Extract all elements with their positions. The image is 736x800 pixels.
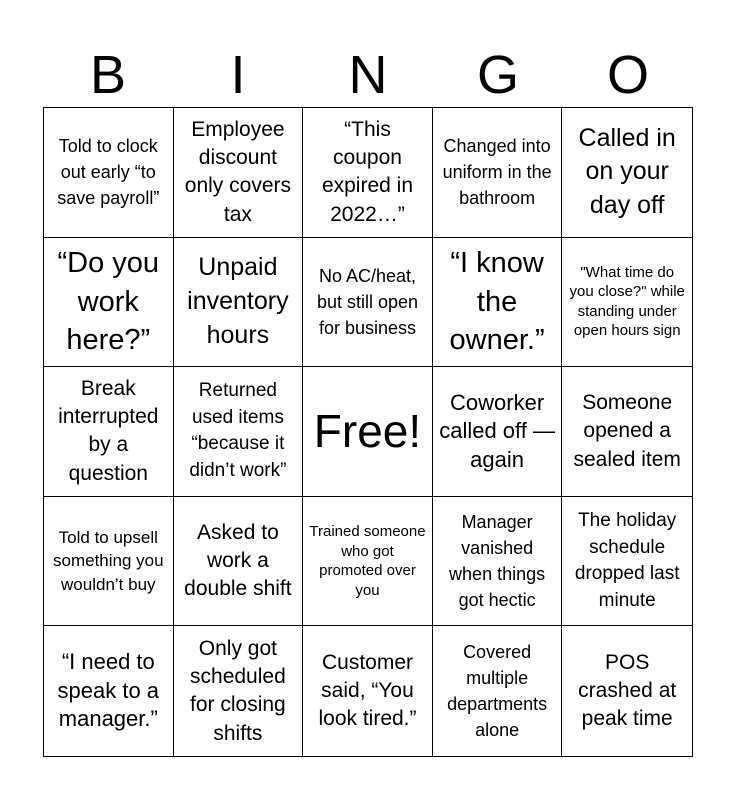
bingo-cell-r3-c4[interactable]: Coworker called off — again — [433, 367, 563, 497]
bingo-cell-r5-c5[interactable]: POS crashed at peak time — [578, 650, 677, 731]
bingo-cell-r1-c2[interactable]: Employee discount only covers tax — [174, 108, 304, 238]
bingo-cell-r3-c1[interactable]: Break interrupted by a question — [44, 367, 174, 497]
bingo-cell-r5-c1[interactable]: “I need to speak to a manager.” — [44, 626, 174, 756]
bingo-cell-r4-c4[interactable]: Manager vanished when things got hectic — [433, 497, 563, 627]
bingo-cell-r1-c1[interactable]: Told to clock out early “to save payroll” — [44, 108, 174, 238]
header-letter-g: G — [476, 45, 519, 105]
bingo-cell-r2-c4[interactable]: “I know the owner.” — [433, 238, 563, 368]
header-letter-b: B — [89, 45, 127, 105]
bingo-cell-r2-c1[interactable]: “Do you work here?” — [44, 238, 174, 368]
bingo-cell-r5-c4[interactable]: Covered multiple departments alone — [433, 626, 563, 756]
bingo-cell-r3-c2[interactable]: Returned used items “because it didn’t work” — [174, 367, 304, 497]
bingo-cell-r5-c2[interactable]: Only got scheduled for closing shifts — [174, 626, 304, 756]
bingo-cell-r4-c2[interactable]: Asked to work a double shift — [174, 497, 304, 627]
bingo-cell-r2-c3[interactable]: No AC/heat, but still open for business — [303, 238, 433, 368]
bingo-cell-r5-c3[interactable]: Customer said, “You look tired.” — [303, 626, 433, 756]
bingo-cell-free-space[interactable]: Free! — [303, 367, 433, 497]
bingo-cell-r4-c3[interactable]: Trained someone who got promoted over you — [303, 497, 433, 627]
bingo-cell-r4-c5[interactable]: The holiday schedule dropped last minute — [562, 497, 692, 627]
bingo-cell-r4-c1[interactable]: Told to upsell something you wouldn’t buy — [44, 497, 174, 627]
bingo-cell-r2-c5[interactable]: "What time do you close?" while standing under open hours sign — [562, 238, 692, 368]
bingo-cell-r1-c5[interactable]: Called in on your day off — [562, 108, 692, 238]
bingo-cell-r2-c2[interactable]: Unpaid inventory hours — [174, 238, 304, 368]
bingo-cell-r1-c4[interactable]: Changed into uniform in the bathroom — [433, 108, 563, 238]
bingo-header — [43, 44, 693, 106]
header-letter-i: I — [230, 45, 246, 105]
bingo-cell-r1-c3[interactable]: “This coupon expired in 2022…” — [303, 108, 433, 238]
header-letter-o: O — [606, 45, 649, 105]
bingo-cell-r3-c5[interactable]: Someone opened a sealed item — [562, 367, 692, 497]
bingo-board — [43, 107, 693, 757]
header-letter-n: N — [348, 45, 388, 105]
